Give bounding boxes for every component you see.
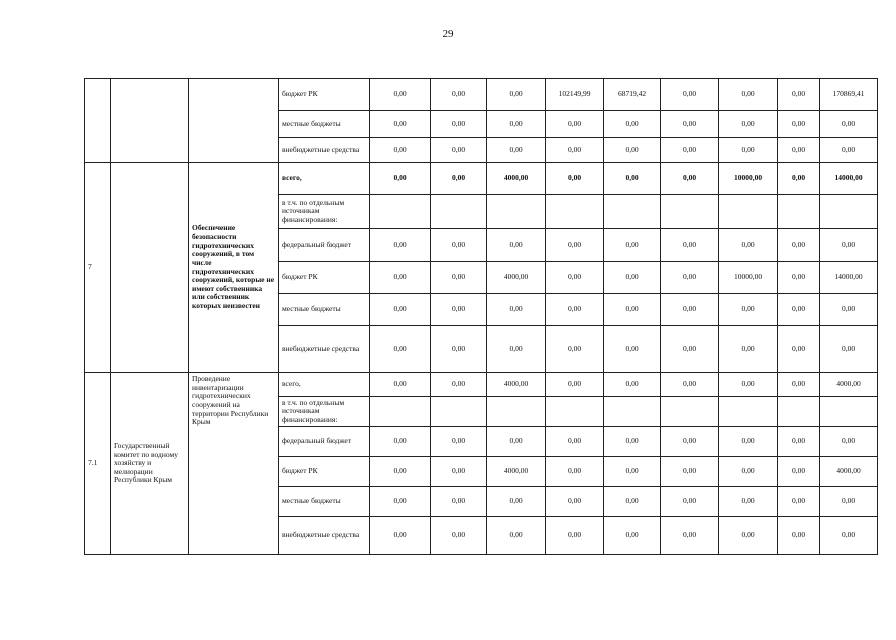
value-cell: 0,00 [604, 427, 661, 457]
value-cell: 0,00 [661, 294, 719, 326]
value-cell: 0,00 [546, 138, 604, 163]
empty-cell [661, 397, 719, 427]
activity-description: Проведение инвентаризации гидротехнических сооружений на территории Республики Крым [189, 373, 279, 555]
table-row [85, 79, 878, 111]
organization-cell-empty [111, 79, 189, 163]
value-cell: 0,00 [661, 229, 719, 262]
value-cell: 0,00 [719, 229, 778, 262]
value-cell: 0,00 [778, 229, 820, 262]
value-cell: 0,00 [370, 262, 431, 294]
value-cell: 0,00 [431, 457, 487, 487]
empty-cell [487, 397, 546, 427]
table-row [85, 163, 878, 195]
value-cell: 0,00 [661, 111, 719, 138]
empty-cell [546, 397, 604, 427]
value-cell: 0,00 [719, 517, 778, 555]
value-cell: 0,00 [820, 517, 878, 555]
value-cell: 0,00 [719, 427, 778, 457]
value-cell: 0,00 [778, 457, 820, 487]
value-cell: 0,00 [487, 111, 546, 138]
value-cell: 4000,00 [820, 373, 878, 397]
value-cell: 0,00 [546, 326, 604, 373]
value-cell: 0,00 [604, 138, 661, 163]
value-cell: 0,00 [431, 517, 487, 555]
funding-source-label: местные бюджеты [279, 487, 370, 517]
value-cell: 0,00 [719, 326, 778, 373]
value-cell: 0,00 [370, 163, 431, 195]
value-cell: 0,00 [778, 487, 820, 517]
funding-source-label: внебюджетные средства [279, 517, 370, 555]
value-cell: 0,00 [431, 163, 487, 195]
value-cell: 0,00 [778, 294, 820, 326]
activity-cell-empty [189, 79, 279, 163]
budget-table [84, 78, 878, 555]
value-cell: 0,00 [661, 427, 719, 457]
value-cell: 0,00 [431, 294, 487, 326]
funding-source-label: внебюджетные средства [279, 138, 370, 163]
value-cell: 0,00 [370, 138, 431, 163]
value-cell: 0,00 [604, 111, 661, 138]
value-cell: 0,00 [778, 517, 820, 555]
empty-cell [604, 397, 661, 427]
item-index: 7 [85, 163, 111, 373]
value-cell: 0,00 [661, 517, 719, 555]
value-cell: 0,00 [820, 294, 878, 326]
value-cell: 0,00 [487, 79, 546, 111]
value-cell: 170869,41 [820, 79, 878, 111]
value-cell: 0,00 [778, 326, 820, 373]
value-cell: 0,00 [487, 517, 546, 555]
funding-source-label: местные бюджеты [279, 294, 370, 326]
value-cell: 0,00 [661, 138, 719, 163]
value-cell: 0,00 [546, 262, 604, 294]
value-cell: 0,00 [370, 427, 431, 457]
value-cell: 0,00 [431, 487, 487, 517]
breakdown-label: в т.ч. по отдельным источникам финансирования: [279, 397, 370, 427]
total-label: всего, [279, 163, 370, 195]
value-cell: 4000,00 [487, 457, 546, 487]
value-cell: 0,00 [431, 373, 487, 397]
value-cell: 0,00 [778, 427, 820, 457]
value-cell: 0,00 [778, 262, 820, 294]
value-cell: 0,00 [546, 487, 604, 517]
funding-source-label: бюджет РК [279, 262, 370, 294]
value-cell: 0,00 [604, 294, 661, 326]
index-cell-empty [85, 79, 111, 163]
activity-description: Обеспечение безопасности гидротехнических сооружений, в том числе гидротехнических сооружений, которые не имеют собственника или собственник которых неизвестен [189, 163, 279, 373]
value-cell: 0,00 [719, 79, 778, 111]
value-cell: 0,00 [661, 487, 719, 517]
funding-source-label: внебюджетные средства [279, 326, 370, 373]
empty-cell [820, 195, 878, 229]
empty-cell [820, 397, 878, 427]
value-cell: 0,00 [778, 111, 820, 138]
value-cell: 0,00 [604, 517, 661, 555]
value-cell: 0,00 [604, 457, 661, 487]
value-cell: 0,00 [431, 79, 487, 111]
value-cell: 0,00 [778, 163, 820, 195]
value-cell: 0,00 [604, 373, 661, 397]
funding-source-label: местные бюджеты [279, 111, 370, 138]
value-cell: 0,00 [719, 294, 778, 326]
value-cell: 0,00 [604, 229, 661, 262]
empty-cell [661, 195, 719, 229]
value-cell: 4000,00 [487, 373, 546, 397]
empty-cell [487, 195, 546, 229]
value-cell: 0,00 [661, 262, 719, 294]
value-cell: 0,00 [778, 138, 820, 163]
value-cell: 0,00 [370, 517, 431, 555]
value-cell: 0,00 [820, 138, 878, 163]
funding-source-label: федеральный бюджет [279, 229, 370, 262]
value-cell: 0,00 [487, 294, 546, 326]
value-cell: 0,00 [604, 487, 661, 517]
table-row [85, 373, 878, 397]
value-cell: 0,00 [370, 487, 431, 517]
item-index: 7.1 [85, 373, 111, 555]
empty-cell [431, 195, 487, 229]
value-cell: 0,00 [778, 373, 820, 397]
value-cell: 0,00 [546, 163, 604, 195]
empty-cell [719, 195, 778, 229]
value-cell: 0,00 [719, 138, 778, 163]
value-cell: 0,00 [546, 517, 604, 555]
value-cell: 0,00 [431, 138, 487, 163]
value-cell: 0,00 [604, 163, 661, 195]
page-number: 29 [442, 28, 454, 40]
empty-cell [370, 397, 431, 427]
value-cell: 0,00 [487, 326, 546, 373]
value-cell: 0,00 [431, 111, 487, 138]
value-cell: 0,00 [546, 111, 604, 138]
value-cell: 0,00 [820, 427, 878, 457]
value-cell: 0,00 [719, 111, 778, 138]
value-cell: 0,00 [820, 487, 878, 517]
value-cell: 0,00 [604, 326, 661, 373]
empty-cell [431, 397, 487, 427]
value-cell: 0,00 [546, 229, 604, 262]
value-cell: 0,00 [661, 163, 719, 195]
value-cell: 0,00 [431, 427, 487, 457]
empty-cell [719, 397, 778, 427]
value-cell: 10000,00 [719, 262, 778, 294]
empty-cell [370, 195, 431, 229]
value-cell: 0,00 [370, 229, 431, 262]
organization-name: Государственный комитет по водному хозяйству и мелиорации Республики Крым [111, 373, 189, 555]
value-cell: 0,00 [820, 111, 878, 138]
value-cell: 0,00 [487, 138, 546, 163]
breakdown-label: в т.ч. по отдельным источникам финансирования: [279, 195, 370, 229]
value-cell: 0,00 [487, 229, 546, 262]
funding-source-label: бюджет РК [279, 79, 370, 111]
value-cell: 0,00 [546, 427, 604, 457]
value-cell: 0,00 [719, 457, 778, 487]
value-cell: 68719,42 [604, 79, 661, 111]
value-cell: 0,00 [431, 262, 487, 294]
value-cell: 14000,00 [820, 163, 878, 195]
value-cell: 4000,00 [820, 457, 878, 487]
value-cell: 0,00 [820, 229, 878, 262]
empty-cell [778, 195, 820, 229]
value-cell: 0,00 [431, 326, 487, 373]
funding-source-label: бюджет РК [279, 457, 370, 487]
value-cell: 0,00 [661, 326, 719, 373]
value-cell: 0,00 [604, 262, 661, 294]
value-cell: 0,00 [546, 373, 604, 397]
value-cell: 0,00 [431, 229, 487, 262]
value-cell: 0,00 [546, 294, 604, 326]
value-cell: 0,00 [370, 457, 431, 487]
value-cell: 0,00 [370, 111, 431, 138]
value-cell: 0,00 [820, 326, 878, 373]
empty-cell [604, 195, 661, 229]
value-cell: 0,00 [370, 373, 431, 397]
value-cell: 0,00 [719, 487, 778, 517]
organization-cell-empty [111, 163, 189, 373]
value-cell: 4000,00 [487, 163, 546, 195]
value-cell: 0,00 [546, 457, 604, 487]
value-cell: 0,00 [719, 373, 778, 397]
empty-cell [546, 195, 604, 229]
value-cell: 0,00 [487, 487, 546, 517]
value-cell: 102149,99 [546, 79, 604, 111]
value-cell: 10000,00 [719, 163, 778, 195]
value-cell: 4000,00 [487, 262, 546, 294]
value-cell: 0,00 [661, 373, 719, 397]
value-cell: 0,00 [370, 79, 431, 111]
value-cell: 14000,00 [820, 262, 878, 294]
value-cell: 0,00 [370, 294, 431, 326]
value-cell: 0,00 [487, 427, 546, 457]
funding-source-label: федеральный бюджет [279, 427, 370, 457]
total-label: всего, [279, 373, 370, 397]
value-cell: 0,00 [778, 79, 820, 111]
value-cell: 0,00 [661, 79, 719, 111]
value-cell: 0,00 [370, 326, 431, 373]
empty-cell [778, 397, 820, 427]
value-cell: 0,00 [661, 457, 719, 487]
